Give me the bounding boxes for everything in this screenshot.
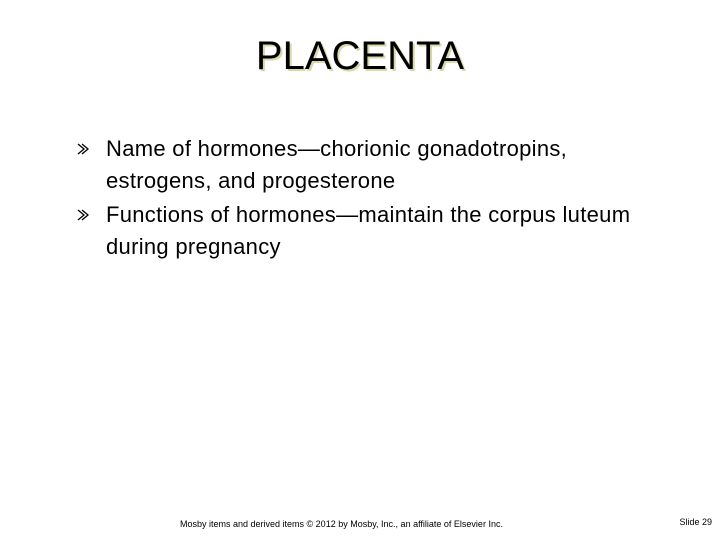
slide-number: Slide 29	[679, 517, 712, 527]
bullet-text: Functions of hormones—maintain the corpus luteum during pregnancy	[106, 202, 631, 259]
bullet-item	[76, 133, 636, 197]
bullet-text: Name of hormones—chorionic gonadotropins, estrogens, and progesterone	[106, 136, 568, 193]
bullet-arrow-icon	[76, 142, 90, 156]
slide-title: PLACENTA	[255, 34, 465, 78]
bullet-item	[76, 199, 636, 263]
footer-copyright: Mosby items and derived items © 2012 by Mosby, Inc., an affiliate of Elsevier Inc.	[180, 519, 503, 529]
bullet-arrow-icon	[76, 208, 90, 222]
bullet-list	[76, 133, 636, 265]
